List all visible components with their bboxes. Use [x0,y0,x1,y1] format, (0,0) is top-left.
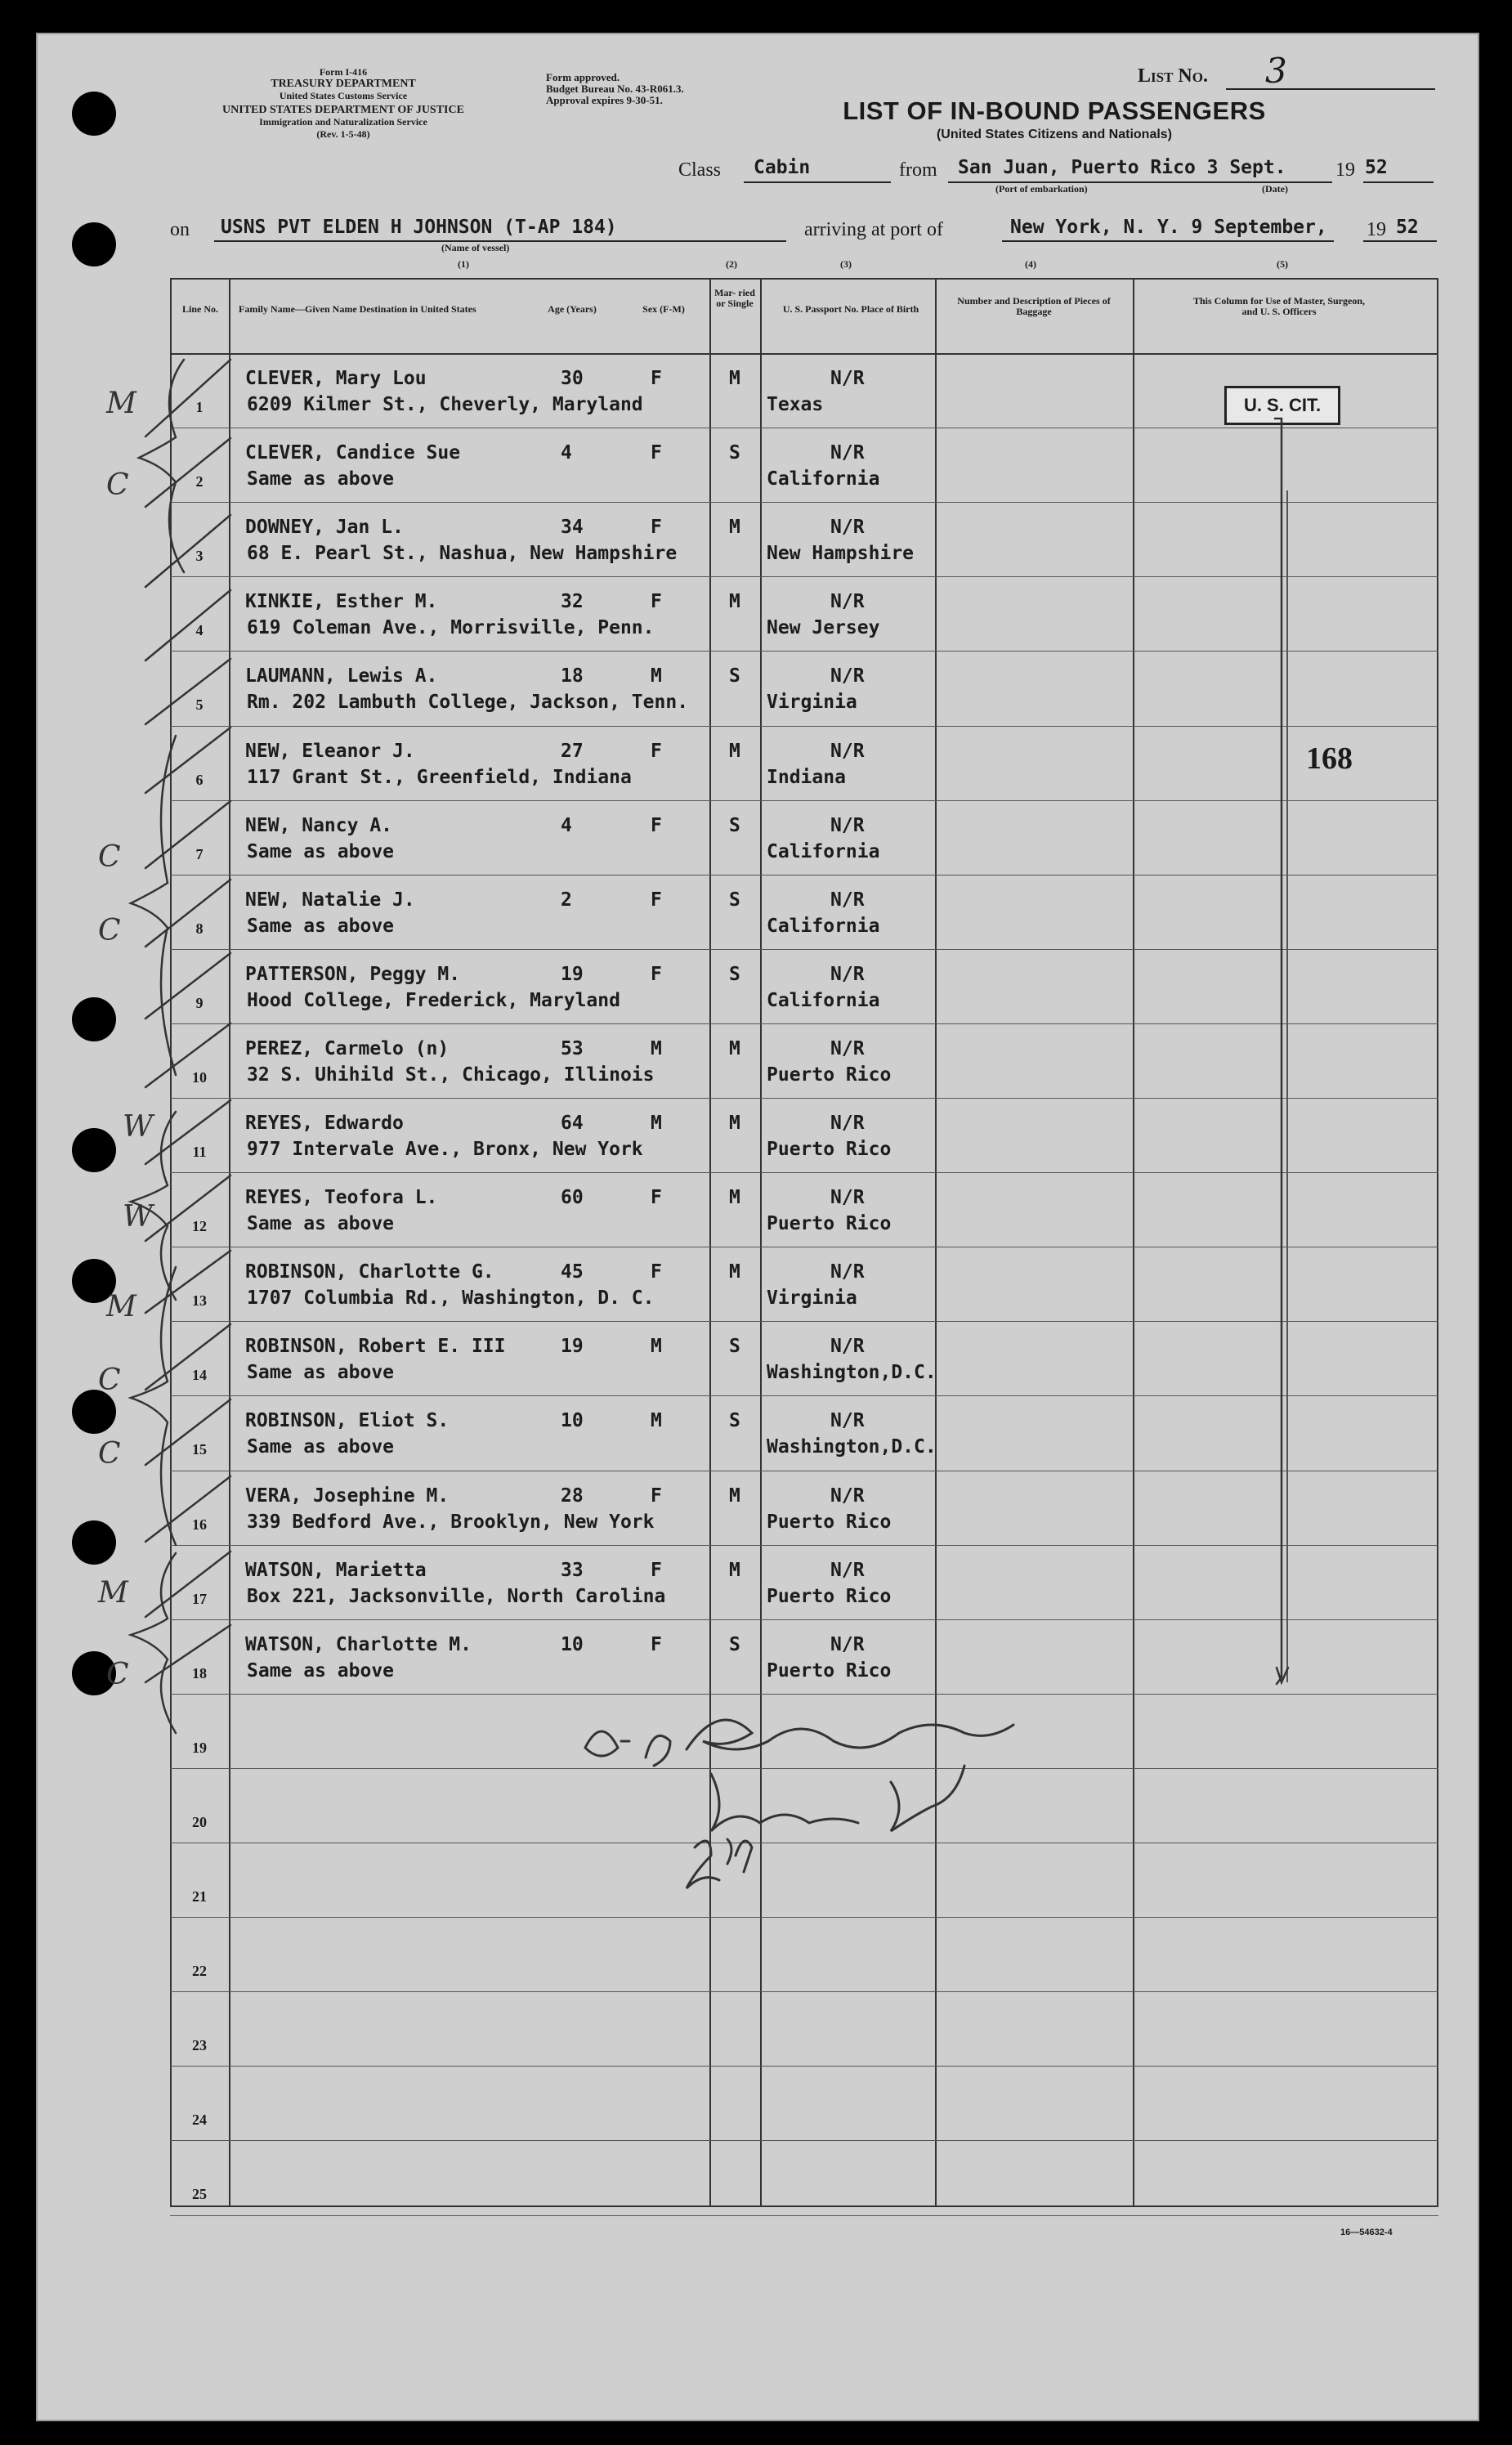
line-number: 1 [195,399,204,415]
line-number: 21 [192,1888,207,1905]
col-num-1: (1) [458,258,469,270]
col-num-4: (4) [1025,258,1036,270]
passport-number: N/R [830,1633,865,1655]
passenger-sex: F [651,814,662,836]
passenger-age: 28 [561,1484,584,1507]
form-revision: (Rev. 1-5-48) [316,128,370,140]
line-number: 20 [192,1813,207,1830]
header-married: Mar- ried or Single [714,287,755,309]
passenger-sex: F [651,1187,662,1209]
passenger-name: VERA, Josephine M. [245,1484,450,1507]
passenger-destination: 339 Bedford Ave., Brooklyn, New York [247,1511,655,1533]
passenger-age: 60 [561,1187,584,1209]
line-number: 23 [192,2037,207,2054]
place-of-birth: Washington,D.C. [767,1436,937,1458]
place-of-birth: Washington,D.C. [767,1362,937,1384]
passenger-name: CLEVER, Candice Sue [245,442,461,464]
passenger-sex: F [651,889,662,911]
page-title: LIST OF IN-BOUND PASSENGERS [843,96,1266,125]
passenger-age: 10 [561,1410,584,1432]
place-of-birth: Texas [767,394,824,415]
passenger-marital-status: S [729,1336,740,1358]
passenger-sex: F [651,368,662,389]
passenger-age: 27 [561,740,584,762]
passport-number: N/R [830,368,865,389]
header-baggage: Number and Description of Pieces of Baggage [957,295,1111,317]
passport-number: N/R [830,665,865,687]
passenger-age: 4 [561,814,572,836]
passenger-age: 10 [561,1633,584,1655]
passenger-destination: Rm. 202 Lambuth College, Jackson, Tenn. [247,692,689,714]
passenger-sex: M [651,1113,662,1134]
passenger-marital-status: S [729,814,740,836]
passenger-age: 30 [561,368,584,389]
page-subtitle: (United States Citizens and Nationals) [936,128,1173,141]
passenger-name: PATTERSON, Peggy M. [245,963,461,985]
passenger-marital-status: M [729,1113,740,1134]
line-number: 25 [192,2186,207,2203]
approval-expires: Approval expires 9-30-51. [546,94,663,106]
place-of-birth: Virginia [767,692,857,714]
passenger-name: ROBINSON, Charlotte G. [245,1261,494,1283]
arrival-value: New York, N. Y. 9 September, [1010,217,1327,238]
passenger-sex: F [651,1261,662,1283]
budget-bureau: Budget Bureau No. 43-R061.3. [546,83,684,95]
passenger-destination: Same as above [247,1659,395,1681]
place-of-birth: Puerto Rico [767,1585,892,1607]
passenger-sex: F [651,517,662,539]
passport-number: N/R [830,1261,865,1283]
passenger-marital-status: M [729,1261,740,1283]
passenger-sex: F [651,1484,662,1507]
officers-bracket-tick [1275,419,1282,1684]
passport-number: N/R [830,814,865,836]
year2-prefix: 19 [1367,219,1386,240]
class-value: Cabin [754,157,811,178]
passport-number: N/R [830,1484,865,1507]
passenger-marital-status: M [729,517,740,539]
passenger-destination: 619 Coleman Ave., Morrisville, Penn. [247,617,655,639]
svg-text:W: W [123,1110,154,1144]
passenger-marital-status: S [729,1410,740,1432]
passenger-name: WATSON, Charlotte M. [245,1633,472,1655]
vessel-name: USNS PVT ELDEN H JOHNSON (T-AP 184) [221,217,617,238]
passenger-name: PEREZ, Carmelo (n) [245,1037,450,1059]
passenger-age: 64 [561,1113,584,1134]
passport-number: N/R [830,963,865,985]
passenger-marital-status: M [729,1037,740,1059]
svg-text:C: C [98,840,121,874]
passenger-age: 45 [561,1261,584,1283]
line-number: 5 [195,696,204,714]
line-number: 3 [195,548,204,565]
passenger-sex: F [651,740,662,762]
dept-treasury: TREASURY DEPARTMENT [271,78,416,90]
col-num-5: (5) [1277,258,1288,270]
place-of-birth: Puerto Rico [767,1511,892,1533]
passenger-destination: 68 E. Pearl St., Nashua, New Hampshire [247,543,678,565]
line-number: 12 [192,1218,207,1235]
passenger-name: ROBINSON, Eliot S. [245,1410,450,1432]
line-number: 6 [195,771,204,788]
place-of-birth: California [767,840,880,862]
svg-text:M: M [98,1576,128,1610]
passenger-destination: Same as above [247,840,395,862]
passenger-name: DOWNEY, Jan L. [245,517,404,539]
header-line-no: Line No. [181,303,218,315]
line-number: 9 [195,994,204,1011]
passport-number: N/R [830,1113,865,1134]
passenger-marital-status: S [729,963,740,985]
passenger-name: REYES, Teofora L. [245,1187,438,1209]
passport-number: N/R [830,591,865,613]
passport-number: N/R [830,1037,865,1059]
passport-number: N/R [830,740,865,762]
passenger-sex: M [651,665,662,687]
header-name: Family Name—Given Name Destination in United States [239,303,476,315]
passenger-sex: F [651,963,662,985]
line-number: 15 [192,1441,207,1458]
line-number: 2 [195,473,204,490]
passenger-marital-status: S [729,1633,740,1655]
svg-text:C: C [106,468,129,502]
place-of-birth: New Jersey [767,617,880,639]
passenger-marital-status: M [729,368,740,389]
header-sex: Sex (F-M) [642,303,685,315]
place-of-birth: Indiana [767,766,846,788]
dept-treasury-sub: United States Customs Service [279,90,408,101]
svg-text:C: C [98,1364,121,1397]
passenger-name: KINKIE, Esther M. [245,591,438,613]
passenger-marital-status: M [729,591,740,613]
header-age: Age (Years) [548,303,597,315]
passenger-name: ROBINSON, Robert E. III [245,1336,506,1358]
passport-number: N/R [830,889,865,911]
dept-justice: UNITED STATES DEPARTMENT OF JUSTICE [222,104,464,116]
passenger-destination: 977 Intervale Ave., Bronx, New York [247,1139,643,1160]
place-of-birth: California [767,468,880,490]
form-footer-code: 16—54632-4 [1340,2228,1393,2237]
place-of-birth: California [767,989,880,1011]
passenger-age: 33 [561,1559,584,1581]
list-no-value: 3 [1265,51,1287,91]
line-number: 19 [192,1739,207,1756]
line-number: 18 [192,1664,207,1681]
line-number: 16 [192,1516,207,1533]
passenger-marital-status: M [729,1559,740,1581]
arriving-label: arriving at port of [804,219,943,240]
passenger-name: WATSON, Marietta [245,1559,427,1581]
passport-number: N/R [830,1187,865,1209]
place-of-birth: Puerto Rico [767,1139,892,1160]
line-number: 10 [192,1068,207,1086]
passenger-sex: M [651,1037,662,1059]
vessel-caption: (Name of vessel) [441,242,510,253]
passenger-destination: 6209 Kilmer St., Cheverly, Maryland [247,394,643,415]
from-value: San Juan, Puerto Rico 3 Sept. [958,157,1286,178]
passenger-destination: Hood College, Frederick, Maryland [247,989,620,1011]
passenger-age: 18 [561,665,584,687]
year1-prefix: 19 [1335,159,1355,181]
line-number: 24 [192,2111,207,2129]
place-of-birth: California [767,915,880,937]
line-number: 4 [195,622,204,639]
svg-text:M: M [106,1290,136,1323]
line-number: 11 [192,1144,207,1160]
passenger-name: LAUMANN, Lewis A. [245,665,438,687]
passport-number: N/R [830,1336,865,1358]
line-number: 14 [192,1367,207,1384]
passenger-sex: F [651,1559,662,1581]
line-number: 22 [192,1963,207,1980]
col-num-2: (2) [726,258,737,270]
passenger-age: 32 [561,591,584,613]
place-of-birth: Virginia [767,1287,857,1310]
passport-number: N/R [830,1559,865,1581]
passenger-marital-status: M [729,1484,740,1507]
passenger-age: 19 [561,1336,584,1358]
passenger-marital-status: S [729,665,740,687]
passport-number: N/R [830,1410,865,1432]
passenger-age: 2 [561,889,572,911]
place-of-birth: Puerto Rico [767,1064,892,1086]
passenger-sex: F [651,1633,662,1655]
header-passport: U. S. Passport No. Place of Birth [782,303,919,315]
passenger-destination: 117 Grant St., Greenfield, Indiana [247,766,632,788]
passenger-sex: F [651,442,662,464]
passenger-name: NEW, Nancy A. [245,814,393,836]
passenger-destination: Same as above [247,1436,395,1458]
svg-text:C: C [106,1658,129,1691]
port-caption: (Port of embarkation) [995,183,1088,195]
year2-value: 52 [1396,217,1419,238]
passenger-destination: Same as above [247,1213,395,1235]
passenger-destination: Same as above [247,1362,395,1384]
passenger-age: 53 [561,1037,584,1059]
passenger-name: REYES, Edwardo [245,1113,404,1134]
place-of-birth: Puerto Rico [767,1213,892,1235]
place-of-birth: New Hampshire [767,543,915,565]
passport-number: N/R [830,442,865,464]
place-of-birth: Puerto Rico [767,1659,892,1681]
svg-text:W: W [123,1200,154,1234]
year1-value: 52 [1365,157,1388,178]
form-number: Form I-416 [319,66,368,78]
list-no-label: List No. [1138,65,1208,87]
passenger-destination: 32 S. Uhihild St., Chicago, Illinois [247,1064,655,1086]
passenger-sex: M [651,1336,662,1358]
passenger-destination: Same as above [247,468,395,490]
class-label: Class [678,159,722,181]
line-number: 17 [192,1590,207,1607]
from-label: from [899,159,937,181]
svg-text:C: C [98,1437,121,1471]
passenger-sex: F [651,591,662,613]
line-number: 8 [195,920,204,937]
passenger-count: 168 [1306,741,1353,776]
passenger-destination: Same as above [247,915,395,937]
passenger-age: 19 [561,963,584,985]
passenger-marital-status: S [729,889,740,911]
svg-text:C: C [98,914,121,947]
passenger-marital-status: S [729,442,740,464]
line-number: 13 [192,1292,207,1310]
passenger-sex: M [651,1410,662,1432]
col-num-3: (3) [840,258,852,270]
passenger-age: 4 [561,442,572,464]
line-number: 7 [195,845,204,862]
passenger-name: CLEVER, Mary Lou [245,368,427,389]
on-label: on [170,219,190,240]
header-officers: This Column for Use of Master, Surgeon, and U. S. Officers [1192,295,1365,317]
dept-justice-sub: Immigration and Naturalization Service [259,116,427,128]
passenger-destination: Box 221, Jacksonville, North Carolina [247,1585,666,1607]
date-caption: (Date) [1262,183,1288,195]
passenger-age: 34 [561,517,584,539]
us-citizen-stamp: U. S. CIT. [1224,386,1340,425]
passport-number: N/R [830,517,865,539]
svg-text:M: M [106,387,136,420]
passenger-marital-status: M [729,740,740,762]
form-approved: Form approved. [546,71,620,83]
passenger-name: NEW, Eleanor J. [245,740,415,762]
passenger-name: NEW, Natalie J. [245,889,415,911]
passenger-marital-status: M [729,1187,740,1209]
passenger-destination: 1707 Columbia Rd., Washington, D. C. [247,1287,655,1310]
